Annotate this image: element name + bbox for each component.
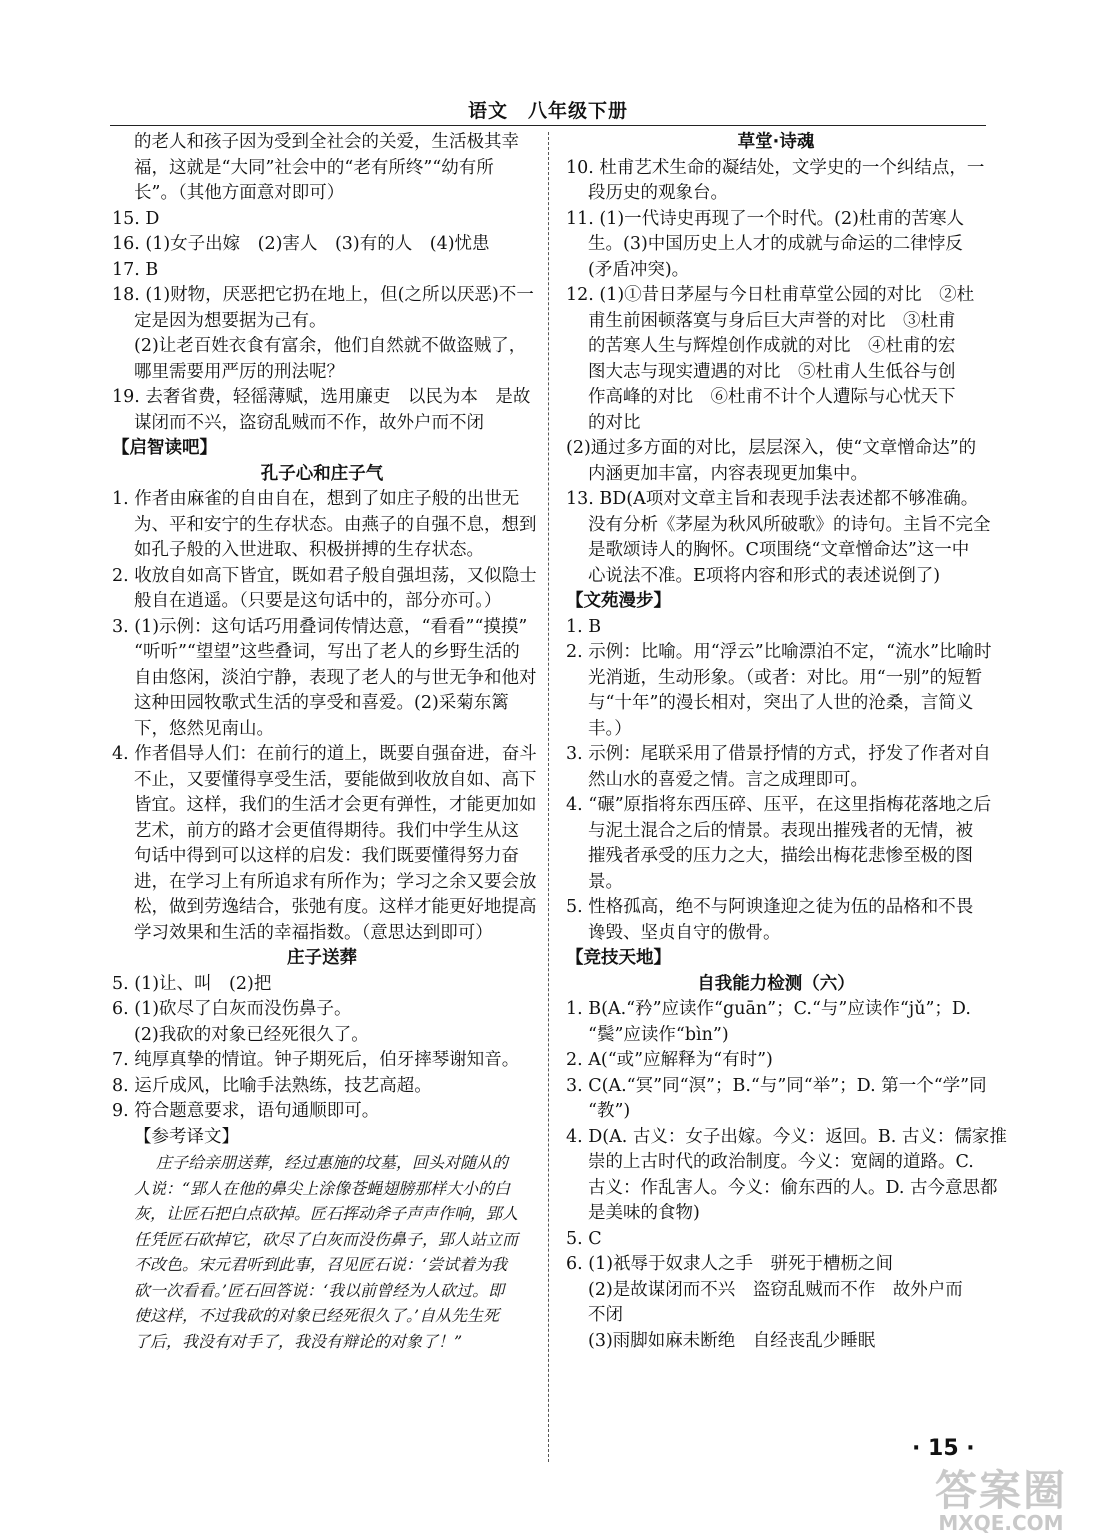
text-line: 19. 去奢省费，轻徭薄赋，选用廉吏 以民为本 是故 (112, 387, 531, 407)
text-line: 使这样，不过我砍的对象已经死很久了。’自从先生死 (134, 1306, 500, 1325)
text-line: 5. C (566, 1228, 602, 1249)
text-line: 与“十年”的漫长相对，突出了人世的沧桑，言简义 (588, 693, 974, 713)
text-line: 松，做到劳逸结合，张弛有度。这样才能更好地提高 (134, 897, 537, 917)
text-line: 般自在逍遥。（只要是这句话中的，部分亦可。） (134, 591, 502, 611)
text-line: 作高峰的对比 ⑥杜甫不计个人遭际与心忧天下 (588, 387, 956, 407)
page-number: · 15 · (912, 1436, 975, 1461)
text-line: 然山水的喜爱之情。言之成理即可。 (588, 769, 868, 790)
text-line: 图大志与现实遭遇的对比 ⑤杜甫人生低谷与创 (588, 361, 956, 382)
text-line: 庄子送葬 (287, 948, 357, 968)
text-line: (2)是故谋闭而不兴 盗窃乱贼而不作 故外户而 (588, 1279, 963, 1300)
text-line: 4. 作者倡导人们：在前行的道上，既要自强奋进，奋斗 (112, 744, 537, 764)
text-line: 不闭 (588, 1305, 623, 1325)
text-line: 艺术，前方的路才会更值得期待。我们中学生从这 (134, 820, 519, 841)
text-line: 庄子给亲朋送葬，经过惠施的坟墓，回头对随从的 (156, 1153, 509, 1172)
text-line: 13. BD(A项对文章主旨和表现手法表述都不够准确。 (566, 489, 979, 509)
text-line: 2. 收放自如高下皆宜，既如君子般自强坦荡，又似隐士 (112, 565, 537, 586)
text-line: 谋闭而不兴，盗窃乱贼而不作，故外户而不闭 (134, 412, 484, 433)
text-line: (2)让老百姓衣食有富余，他们自然就不做盗贼了， (134, 336, 527, 356)
right-column (566, 130, 1007, 1354)
text-line: 了后，我没有对手了，我没有辩论的对象了！” (134, 1331, 463, 1351)
text-line: 人说：“郢人在他的鼻尖上涂像苍蝇翅膀那样大小的白 (134, 1178, 511, 1198)
text-line: 如孔子般的入世进取、积极拼搏的生存状态。 (134, 540, 484, 560)
text-line: 孔子心和庄子气 (260, 463, 384, 484)
column-divider (548, 132, 549, 1462)
text-line: 摧残者承受的压力之大，描绘出梅花悲惨至极的图 (588, 846, 973, 866)
text-line: 学习效果和生活的幸福指数。（意思达到即可） (134, 922, 493, 943)
text-line: 11. (1)一代诗史再现了一个时代。(2)杜甫的苦寒人 (566, 208, 964, 229)
text-line: “教”) (588, 1101, 631, 1121)
text-line: 8. 运斤成风，比喻手法熟练，技艺高超。 (112, 1075, 432, 1096)
text-line: 2. 示例：比喻。用“浮云”比喻漂泊不定，“流水”比喻时 (566, 642, 992, 662)
text-line: 16. (1)女子出嫁 (2)害人 (3)有的人 (4)忧患 (112, 234, 490, 254)
text-line: 不止，又要懂得享受生活，要能做到收放自如、高下 (134, 769, 537, 790)
text-line: 长”。（其他方面意对即可） (134, 183, 345, 203)
text-line: 是歌颂诗人的胸怀。C项围绕“文章憎命达”这一中 (588, 540, 970, 560)
watermark-text: 答案圈 (934, 1466, 1067, 1515)
text-line: (2)我砍的对象已经死很久了。 (134, 1024, 369, 1045)
text-line: (矛盾冲突)。 (588, 259, 690, 280)
text-line: 5. (1)让、叫 (2)把 (112, 973, 272, 994)
text-line: 17. B (112, 259, 159, 280)
text-line: 6. (1)砍尽了白灰而没伤鼻子。 (112, 999, 352, 1019)
text-line: 4. D(A. 古义：女子出嫁。今义：返回。B. 古义：儒家推 (566, 1126, 1007, 1147)
text-line: 【文苑漫步】 (566, 591, 671, 611)
text-line: 光消逝，生动形象。（或者：对比。用“一别”的短暂 (588, 667, 983, 688)
text-line: 进，在学习上有所追求有所作为；学习之余又要会放 (134, 871, 537, 892)
text-line: (3)雨脚如麻未断绝 自经丧乱少睡眠 (588, 1330, 876, 1351)
text-line: (2)通过多方面的对比，层层深入，使“文章憎命达”的 (566, 438, 977, 458)
text-line: “鬓”应读作“bìn”) (588, 1024, 729, 1045)
text-line: 丰。） (588, 718, 632, 739)
page-header: 语文 八年级下册 (467, 100, 628, 122)
text-line: 崇的上古时代的政治制度。今义：宽阔的道路。C. (588, 1152, 974, 1172)
text-line: 18. (1)财物，厌恶把它扔在地上，但(之所以厌恶)不一 (112, 285, 534, 305)
header-rule (110, 125, 986, 126)
text-line: 1. 作者由麻雀的自由自在，想到了如庄子般的出世无 (112, 489, 520, 509)
text-line: 15. D (112, 208, 160, 229)
text-line: 不改色。宋元君听到此事，召见匠石说：‘尝试着为我 (134, 1255, 508, 1274)
text-line: 2. A(“或”应解释为“有时”) (566, 1050, 773, 1070)
text-line: 1. B(A.“矜”应读作“guān”；C.“与”应读作“jǔ”；D. (566, 999, 971, 1019)
text-line: 7. 纯厚真挚的情谊。钟子期死后，伯牙摔琴谢知音。 (112, 1050, 520, 1070)
text-line: 1. B (566, 616, 602, 637)
text-line: 自我能力检测（六） (697, 973, 855, 994)
text-line: 谗毁、坚贞自守的傲骨。 (588, 922, 781, 943)
text-line: 5. 性格孤高，绝不与阿谀逢迎之徒为伍的品格和不畏 (566, 897, 974, 917)
text-line: “听听”“望望”这些叠词，写出了老人的乡野生活的 (134, 642, 520, 662)
text-line: 生。(3)中国历史上人才的成就与命运的二律悖反 (588, 234, 963, 254)
text-line: 任凭匠石砍掉它，砍尽了白灰而没伤鼻子，郢人站立而 (134, 1229, 519, 1249)
text-line: 这种田园牧歌式生活的享受和喜爱。(2)采菊东篱 (134, 693, 509, 713)
text-line: 定是因为想要据为己有。 (134, 310, 327, 331)
text-line: 皆宜。这样，我们的生活才会更有弹性，才能更加如 (134, 795, 537, 815)
text-line: 3. C(A.“冥”同“溟”；B.“与”同“举”；D. 第一个“学”同 (566, 1075, 987, 1096)
text-line: 没有分析《茅屋为秋风所破歌》的诗句。主旨不完全 (588, 514, 991, 535)
text-line: 6. (1)祇辱于奴隶人之手 骈死于槽枥之间 (566, 1254, 894, 1274)
left-column (112, 130, 537, 1354)
text-line: 景。 (588, 871, 623, 892)
text-line: 4. “碾”原指将东西压碎、压平，在这里指梅花落地之后 (566, 795, 992, 815)
text-line: 福，这就是“大同”社会中的“老有所终”“幼有所 (134, 157, 494, 178)
text-line: 心说法不准。E项将内容和形式的表述说倒了) (588, 565, 941, 586)
text-line: 【启智读吧】 (112, 438, 217, 458)
text-line: 为、平和安宁的生存状态。由燕子的自强不息，想到 (134, 514, 537, 535)
text-line: 【参考译文】 (134, 1126, 239, 1147)
text-line: 内涵更加丰富，内容表现更加集中。 (588, 463, 868, 484)
text-line: 10. 杜甫艺术生命的凝结处，文学史的一个纠结点，一 (566, 157, 985, 178)
text-line: 与泥土混合之后的情景。表现出摧残者的无情，被 (588, 820, 973, 841)
text-line: 句话中得到可以这样的启发：我们既要懂得努力奋 (134, 846, 519, 866)
watermark-url: MXQE.COM (938, 1511, 1064, 1535)
text-line: 的苦寒人生与辉煌创作成就的对比 ④杜甫的宏 (588, 336, 956, 356)
text-line: 9. 符合题意要求，语句通顺即可。 (112, 1101, 380, 1121)
text-line: 古义：作乱害人。今义：偷东西的人。D. 古今意思都 (588, 1177, 998, 1198)
text-line: 甫生前困顿落寞与身后巨大声誉的对比 ③杜甫 (588, 310, 956, 331)
watermark (908, 1466, 1094, 1536)
text-line: 【竞技天地】 (566, 948, 671, 968)
text-line: 的老人和孩子因为受到全社会的关爱，生活极其幸 (134, 132, 519, 152)
text-line: 3. (1)示例：这句话巧用叠词传情达意，“看看”“摸摸” (112, 616, 528, 637)
text-line: 哪里需要用严厉的刑法呢？ (134, 361, 344, 382)
text-line: 3. 示例：尾联采用了借景抒情的方式，抒发了作者对自 (566, 744, 991, 764)
text-line: 草堂·诗魂 (737, 132, 815, 152)
text-line: 砍一次看看。’匠石回答说：‘我以前曾经为人砍过。即 (134, 1280, 505, 1300)
text-line: 下，悠然见南山。 (134, 718, 274, 739)
text-line: 的对比 (588, 412, 641, 433)
text-line: 灰，让匠石把白点砍掉。匠石挥动斧子声声作响，郢人 (134, 1204, 519, 1223)
text-line: 段历史的观象台。 (588, 183, 728, 203)
text-line: 自由悠闲，淡泊宁静，表现了老人的与世无争和他对 (134, 667, 537, 688)
text-line: 是美味的食物) (588, 1203, 700, 1223)
text-line: 12. (1)①昔日茅屋与今日杜甫草堂公园的对比 ②杜 (566, 285, 975, 305)
